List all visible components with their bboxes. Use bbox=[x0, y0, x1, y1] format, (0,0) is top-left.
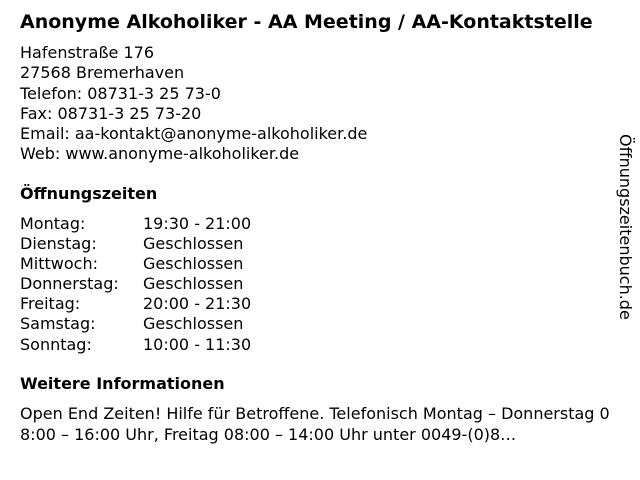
hours-day: Freitag: bbox=[20, 294, 81, 314]
opening-hours-table bbox=[20, 214, 251, 355]
brand-watermark: Öffnungszeitenbuch.de bbox=[616, 134, 635, 320]
hours-row bbox=[20, 314, 251, 334]
hours-time: Geschlossen bbox=[143, 314, 244, 334]
hours-day: Montag: bbox=[20, 214, 86, 233]
hours-row bbox=[20, 335, 251, 355]
hours-time: 19:30 - 21:00 bbox=[143, 214, 252, 233]
hours-time: Geschlossen bbox=[143, 234, 244, 254]
hours-row bbox=[20, 254, 251, 274]
hours-time: 20:00 - 21:30 bbox=[143, 294, 252, 314]
more-info-text: Open End Zeiten! Hilfe für Betroffene. Telefonisch Montag – Donnerstag 08:00 – 16:00 Uhr, Freitag 08:00 – 14:00 Uhr unter 0049-(0)8… bbox=[20, 404, 610, 444]
hours-day: Donnerstag: bbox=[20, 274, 119, 294]
page-title: Anonyme Alkoholiker - AA Meeting / AA-Kontaktstelle bbox=[20, 11, 593, 33]
hours-row bbox=[20, 214, 251, 234]
contact-fax: Fax: 08731-3 25 73-20 bbox=[20, 103, 202, 123]
contact-block bbox=[20, 43, 367, 165]
hours-time: Geschlossen bbox=[143, 274, 244, 294]
hours-row bbox=[20, 294, 251, 314]
hours-day: Samstag: bbox=[20, 314, 96, 334]
hours-time: 10:00 - 11:30 bbox=[143, 334, 252, 354]
hours-row bbox=[20, 234, 251, 254]
contact-street: Hafenstraße 176 bbox=[20, 43, 154, 62]
more-info-heading: Weitere Informationen bbox=[20, 374, 225, 393]
opening-hours-heading: Öffnungszeiten bbox=[20, 184, 158, 203]
hours-row bbox=[20, 274, 251, 294]
hours-day: Mittwoch: bbox=[20, 254, 98, 274]
hours-day: Sonntag: bbox=[20, 334, 92, 354]
hours-time: Geschlossen bbox=[143, 254, 244, 274]
contact-email[interactable]: Email: aa-kontakt@anonyme-alkoholiker.de bbox=[20, 124, 368, 144]
hours-day: Dienstag: bbox=[20, 234, 97, 254]
contact-web[interactable]: Web: www.anonyme-alkoholiker.de bbox=[20, 144, 300, 164]
contact-phone[interactable]: Telefon: 08731-3 25 73-0 bbox=[20, 83, 221, 103]
contact-city: 27568 Bremerhaven bbox=[20, 63, 185, 83]
